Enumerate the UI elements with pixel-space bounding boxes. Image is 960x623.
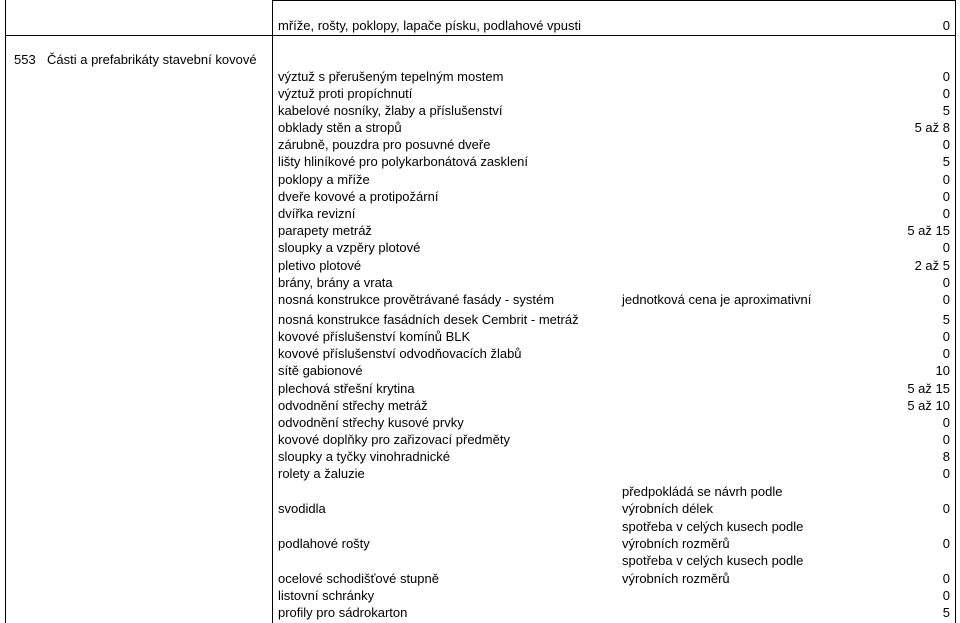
item-value: 5	[942, 605, 950, 620]
item-value: 0	[942, 415, 950, 430]
item-note: jednotková cena je aproximativní	[622, 292, 812, 307]
item-value: 0	[942, 137, 950, 152]
item-value: 5	[942, 154, 950, 169]
table-border-right	[955, 0, 956, 623]
item-value: 0	[942, 69, 950, 84]
item-description: lišty hliníkové pro polykarbonátová zasklení	[278, 154, 529, 169]
item-description: svodidla	[278, 501, 326, 516]
item-value: 5 až 10	[907, 398, 950, 413]
header-row-border	[5, 35, 956, 36]
item-description: ocelové schodišťové stupně	[278, 571, 439, 586]
table-border-left	[5, 0, 6, 623]
item-value: 0	[942, 292, 950, 307]
item-value: 0	[942, 346, 950, 361]
item-description: výztuž proti propíchnutí	[278, 86, 413, 101]
item-description: dvířka revizní	[278, 206, 356, 221]
item-value: 5 až 8	[914, 120, 950, 135]
item-value: 8	[942, 449, 950, 464]
item-description: sítě gabionové	[278, 363, 363, 378]
item-value: 5	[942, 312, 950, 327]
item-value: 0	[942, 329, 950, 344]
section-title: Části a prefabrikáty stavební kovové	[47, 52, 257, 67]
item-description: parapety metráž	[278, 223, 372, 238]
item-description: kovové příslušenství komínů BLK	[278, 329, 471, 344]
item-description: plechová střešní krytina	[278, 381, 415, 396]
item-description: odvodnění střechy metráž	[278, 398, 428, 413]
item-value: 0	[942, 501, 950, 516]
item-description: rolety a žaluzie	[278, 466, 365, 481]
item-value: 0	[942, 206, 950, 221]
item-note-line1: spotřeba v celých kusech podle	[622, 519, 804, 534]
item-value: 5 až 15	[907, 223, 950, 238]
header-row-value: 0	[942, 18, 950, 33]
item-note-line2: výrobních rozměrů	[622, 536, 730, 551]
item-description: kovové příslušenství odvodňovacích žlabů	[278, 346, 522, 361]
item-description: kovové doplňky pro zařizovací předměty	[278, 432, 510, 447]
item-value: 0	[942, 571, 950, 586]
item-description: profily pro sádrokarton	[278, 605, 408, 620]
item-value: 0	[942, 432, 950, 447]
item-value: 5	[942, 103, 950, 118]
item-description: zárubně, pouzdra pro posuvné dveře	[278, 137, 491, 152]
item-note-line1: předpokládá se návrh podle	[622, 484, 783, 499]
item-value: 2 až 5	[914, 258, 950, 273]
item-description: podlahové rošty	[278, 536, 370, 551]
item-description: nosná konstrukce fasádních desek Cembrit - metráž	[278, 312, 579, 327]
item-description: sloupky a vzpěry plotové	[278, 240, 421, 255]
item-description: dveře kovové a protipožární	[278, 189, 439, 204]
item-description: odvodnění střechy kusové prvky	[278, 415, 464, 430]
item-value: 0	[942, 240, 950, 255]
item-value: 0	[942, 588, 950, 603]
item-note-line2: výrobních délek	[622, 501, 714, 516]
item-value: 0	[942, 172, 950, 187]
item-description: poklopy a mříže	[278, 172, 370, 187]
header-row-description: mříže, rošty, poklopy, lapače písku, podlahové vpusti	[278, 18, 582, 33]
section-number: 553	[14, 52, 36, 67]
item-note-line1: spotřeba v celých kusech podle	[622, 553, 804, 568]
item-description: sloupky a tyčky vinohradnické	[278, 449, 450, 464]
item-description: listovní schránky	[278, 588, 375, 603]
item-description: pletivo plotové	[278, 258, 362, 273]
item-description: brány, brány a vrata	[278, 275, 393, 290]
item-value: 10	[935, 363, 950, 378]
item-description: kabelové nosníky, žlaby a příslušenství	[278, 103, 503, 118]
item-value: 0	[942, 466, 950, 481]
item-description: obklady stěn a stropů	[278, 120, 402, 135]
item-description: nosná konstrukce provětrávané fasády - systém	[278, 292, 555, 307]
item-value: 0	[942, 189, 950, 204]
item-value: 0	[942, 536, 950, 551]
item-value: 5 až 15	[907, 381, 950, 396]
item-note-line2: výrobních rozměrů	[622, 571, 730, 586]
item-description: výztuž s přerušeným tepelným mostem	[278, 69, 504, 84]
column-divider	[272, 0, 273, 623]
header-top-border	[272, 0, 956, 1]
item-value: 0	[942, 86, 950, 101]
item-value: 0	[942, 275, 950, 290]
